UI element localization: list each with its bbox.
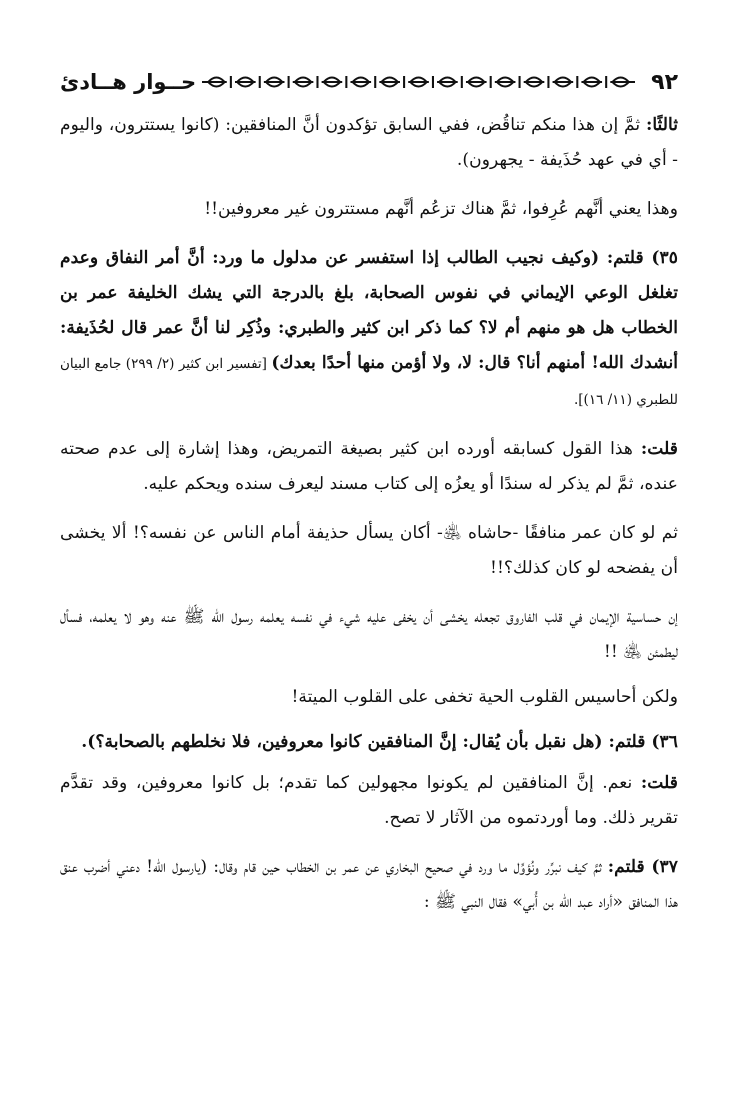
paragraph-text: إن حساسية الإيمان في قلب الفاروق تجعله يخشى أن يخفى عليه شيء في نفسه يعلمه رسول الله ﷺ عنه وهو لا يعلمه، فسأل ليطمئن ﵁ !!: [60, 607, 678, 662]
question-text: ثمَّ كيف نبرِّر ونُؤوِّل ما ورد في صحيح البخاري عن عمر بن الخطاب حين قام وقال: (يارسول الله! دعني أضرب عنق هذا المنافق «أراد عبد الله بن أُبي» فقال النبي ﷺ :: [60, 857, 678, 912]
paragraph-text: ثمَّ إن هذا منكم تناقُض، ففي السابق تؤكدون أنَّ المنافقين: (كانوا يستترون، واليوم - أي في عهد حُذَيفة - يجهرون).: [60, 115, 678, 170]
question-lead: ٣٥) قلتم:: [606, 248, 678, 268]
page-header: [60, 62, 678, 102]
paragraph-text: نعم. إنَّ المنافقين لم يكونوا مجهولين كما تقدم؛ بل كانوا معروفين، وقد تقدَّم تقرير ذلك. وما أوردتموه من الآثار لا تصح.: [60, 773, 678, 828]
paragraph-thirdly: [60, 108, 678, 178]
paragraph-contradiction: [60, 192, 678, 227]
answer-35-a: [60, 432, 678, 502]
book-page: [60, 62, 678, 920]
answer-35-d: [60, 680, 678, 715]
question-37: [60, 850, 678, 920]
paragraph-text: هذا القول كسابقه أورده ابن كثير بصيغة التمريض، وهذا إشارة إلى عدم صحته عنده، ثمَّ لم يذكر له سندًا أو يعزُه إلى كتاب مسند ليعرف سنده ويحكم عليه.: [60, 439, 678, 494]
answer-35-c: [60, 600, 678, 670]
page-number: ٩٢: [651, 69, 678, 95]
question-lead: ٣٧) قلتم:: [607, 857, 678, 877]
paragraph-text: ثم لو كان عمر منافقًا -حاشاه ﵁- أكان يسأل حذيفة أمام الناس عن نفسه؟! ألا يخشى أن يفضحه لو كان كذلك؟!!: [60, 523, 678, 578]
answer-lead: قلت:: [640, 439, 678, 459]
question-lead: ٣٦) قلتم:: [608, 732, 678, 752]
answer-lead: قلت:: [640, 773, 678, 793]
answer-35-b: [60, 516, 678, 586]
paragraph-lead: ثالثًا:: [645, 115, 678, 135]
answer-36: [60, 766, 678, 836]
question-text: (هل نقبل بأن يُقال: إنَّ المنافقين كانوا معروفين، فلا نخلطهم بالصحابة؟).: [81, 732, 609, 752]
citation-source: [تفسير ابن كثير (٢/ ٢٩٩) جامع البيان للطبري (١١/ ١٦)].: [60, 356, 678, 408]
question-text: (وكيف نجيب الطالب إذا استفسر عن مدلول ما ورد: أنَّ أمر النفاق وعدم تغلغل الوعي الإيماني في نفوس الصحابة، بلغ بالدرجة التي يشك الخليفة عمر بن الخطاب هل هو منهم أم لا؟ كما ذكر ابن كثير والطبري: وذُكِر لنا أنَّ عمر قال لحُذَيفة: أنشدك الله! أمنهم أنا؟ قال: لا، ولا أؤمن منها أحدًا بعدك): [60, 248, 678, 373]
question-36: [60, 725, 678, 760]
paragraph-text: ولكن أحاسيس القلوب الحية تخفى على القلوب الميتة!: [291, 687, 678, 707]
book-title: حــوار هــادئ: [60, 70, 197, 94]
paragraph-text: وهذا يعني أنَّهم عُرِفوا، ثمَّ هناك تزعُم أنَّهم مستترون غير معروفين!!: [204, 199, 678, 219]
question-35: [60, 241, 678, 418]
decorative-border-ornament: [202, 67, 635, 97]
